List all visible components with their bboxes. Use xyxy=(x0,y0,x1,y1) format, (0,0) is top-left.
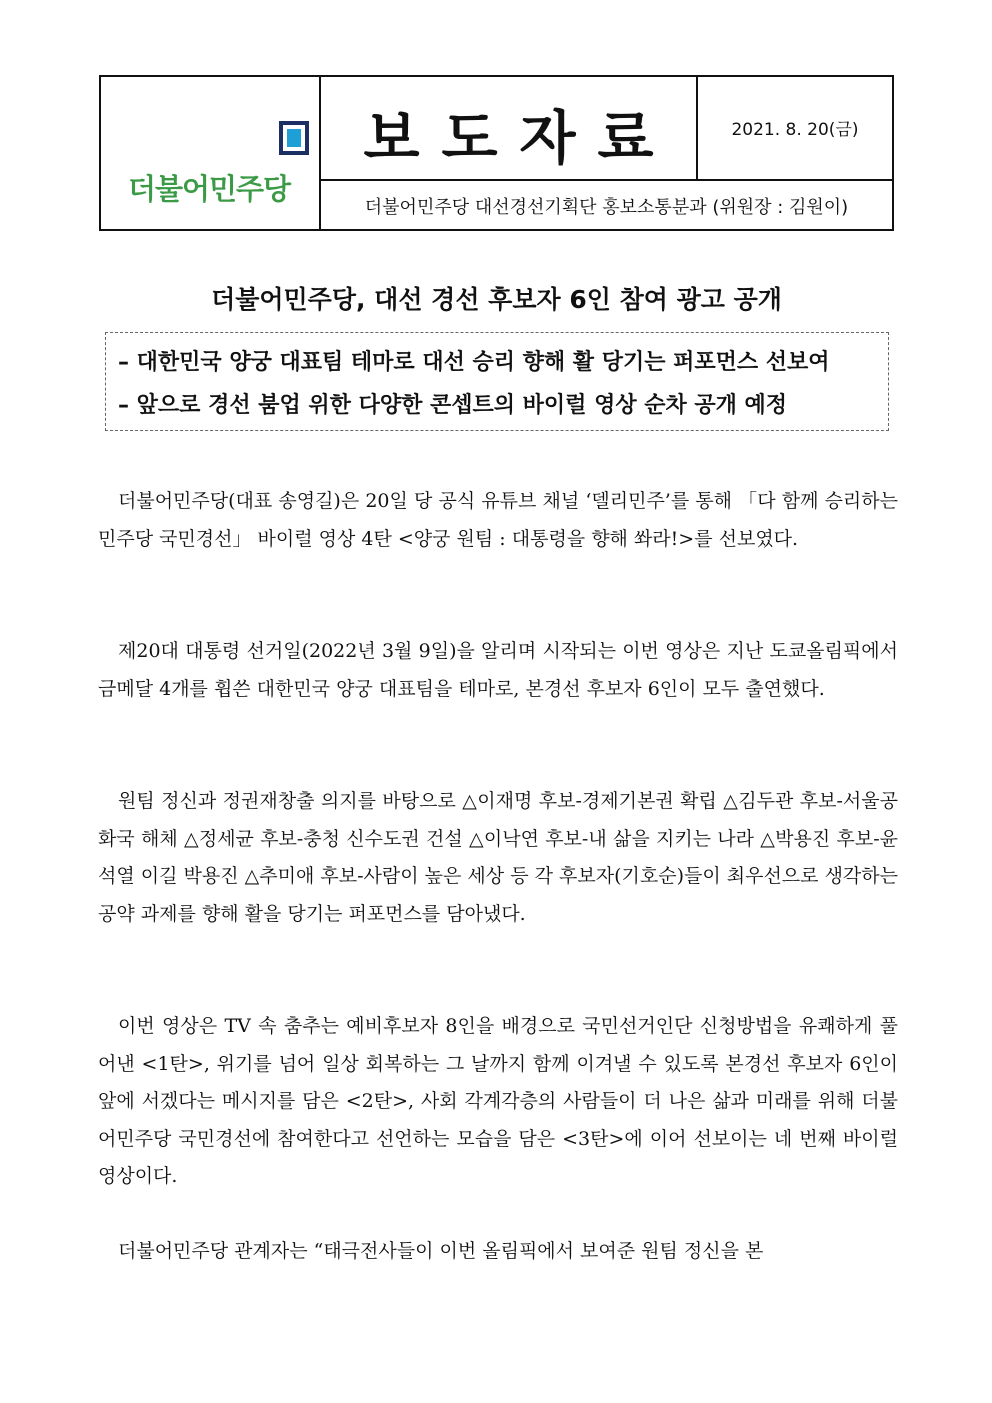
date-cell xyxy=(698,77,892,181)
title-cell xyxy=(321,77,698,181)
party-logo xyxy=(101,77,321,229)
headline: 더불어민주당, 대선 경선 후보자 6인 참여 광고 공개 xyxy=(211,285,782,314)
subheadline-1: – 대한민국 양궁 대표팀 테마로 대선 승리 향해 활 당기는 퍼포먼스 선보여 xyxy=(118,350,830,375)
party-logo-mark-icon xyxy=(279,119,313,161)
body-paragraph-3: 원팀 정신과 정권재창출 의지를 바탕으로 △이재명 후보-경제기본권 확립 △김두관 후보-서울공화국 해체 △정세균 후보-충청 신수도권 건설 △이낙연 후보-내 삶을 지키는 나라 △박용진 후보-윤석열 이길 박용진 △추미애 후보-사람이 높은 세상 등 각 후보자(기호순)들이 최우선으로 생각하는 공약 과제를 향해 활을 당기는 퍼포먼스를 담아냈다. xyxy=(98,790,898,925)
department-name: 더불어민주당 대선경선기획단 홍보소통분과 (위원장 : 김원이) xyxy=(364,197,849,218)
subheadline-2: – 앞으로 경선 붐업 위한 다양한 콘셉트의 바이럴 영상 순차 공개 예정 xyxy=(118,393,788,418)
party-logo-text: 더불어민주당 xyxy=(127,172,291,206)
body-paragraph-2: 제20대 대통령 선거일(2022년 3월 9일)을 알리며 시작되는 이번 영상은 지난 도쿄올림픽에서 금메달 4개를 휩쓴 대한민국 양궁 대표팀을 테마로, 본경선 후보자 6인이 모두 출연했다. xyxy=(98,640,898,700)
release-date: 2021. 8. 20(금) xyxy=(731,120,859,140)
body-paragraph-1: 더불어민주당(대표 송영길)은 20일 당 공식 유튜브 채널 ‘델리민주’를 통해 「다 함께 승리하는 민주당 국민경선」 바이럴 영상 4탄 <양궁 원팀 : 대통령을 향해 쏴라!>를 선보였다. xyxy=(98,490,898,550)
press-release-header xyxy=(99,75,894,231)
body-paragraph-4: 이번 영상은 TV 속 춤추는 예비후보자 8인을 배경으로 국민선거인단 신청방법을 유쾌하게 풀어낸 <1탄>, 위기를 넘어 일상 회복하는 그 날까지 함께 이겨낼 수 있도록 본경선 후보자 6인이 앞에 서겠다는 메시지를 담은 <2탄>, 사회 각계각층의 사람들이 더 나은 삶과 미래를 위해 더불어민주당 국민경선에 참여한다고 선언하는 모습을 담은 <3탄>에 이어 선보이는 네 번째 바이럴 영상이다. xyxy=(98,1015,898,1187)
department-cell xyxy=(321,181,892,229)
body-paragraph-5: 더불어민주당 관계자는 “태극전사들이 이번 올림픽에서 보여준 원팀 정신을 본 xyxy=(118,1240,764,1262)
document-title: 보도자료 xyxy=(363,104,676,172)
subheadline-box xyxy=(105,332,889,431)
